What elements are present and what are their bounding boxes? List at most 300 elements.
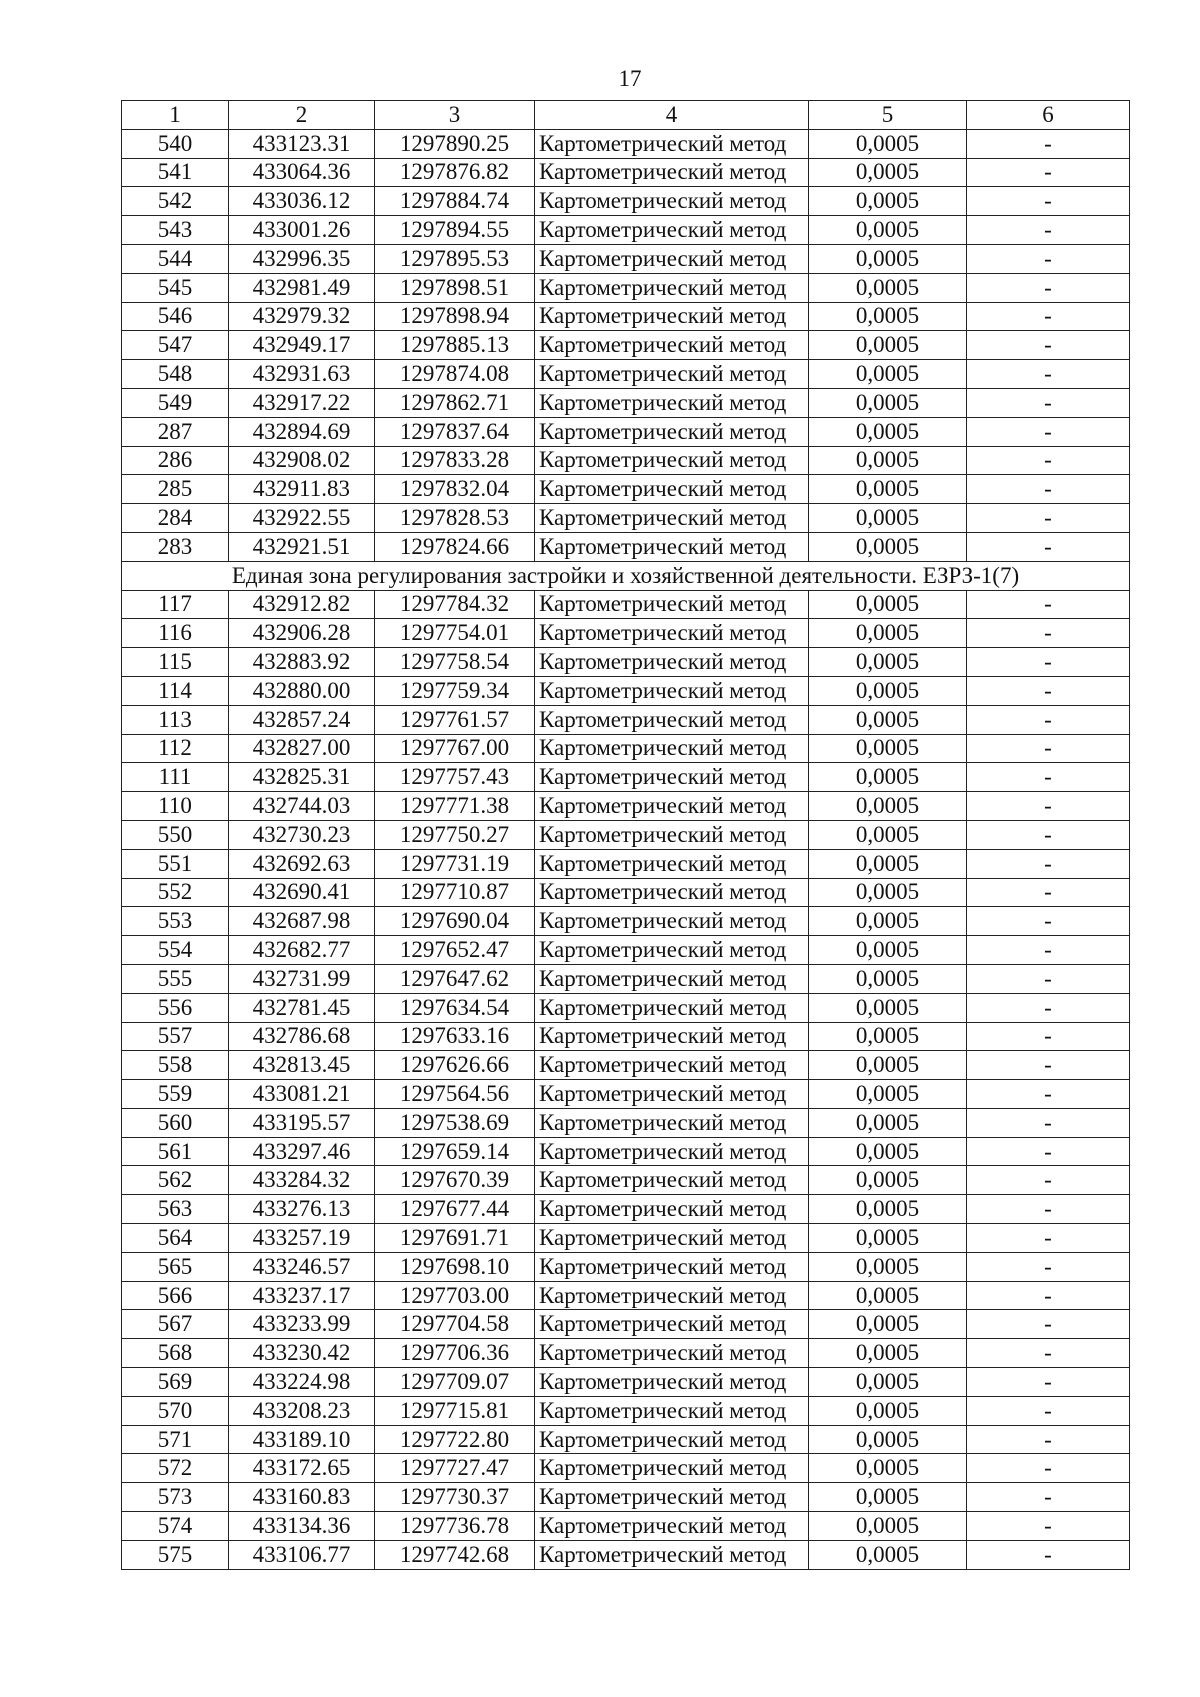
method-cell: Картометрический метод	[535, 475, 809, 504]
x-coordinate-cell: 432827.00	[229, 734, 375, 763]
y-coordinate-cell: 1297538.69	[375, 1108, 535, 1137]
table-row	[122, 734, 1130, 763]
point-number-cell: 553	[122, 907, 229, 936]
note-cell: -	[967, 1425, 1130, 1454]
method-cell: Картометрический метод	[535, 532, 809, 561]
method-cell: Картометрический метод	[535, 878, 809, 907]
x-coordinate-cell: 432906.28	[229, 619, 375, 648]
point-number-cell: 557	[122, 1022, 229, 1051]
method-cell: Картометрический метод	[535, 1166, 809, 1195]
method-cell: Картометрический метод	[535, 504, 809, 533]
method-cell: Картометрический метод	[535, 590, 809, 619]
method-cell: Картометрический метод	[535, 1425, 809, 1454]
method-cell: Картометрический метод	[535, 360, 809, 389]
x-coordinate-cell: 432730.23	[229, 820, 375, 849]
method-cell: Картометрический метод	[535, 936, 809, 965]
header-cell-4: 4	[535, 101, 809, 130]
y-coordinate-cell: 1297885.13	[375, 331, 535, 360]
point-number-cell: 284	[122, 504, 229, 533]
accuracy-cell: 0,0005	[809, 1540, 967, 1569]
point-number-cell: 283	[122, 532, 229, 561]
note-cell: -	[967, 1483, 1130, 1512]
x-coordinate-cell: 432786.68	[229, 1022, 375, 1051]
table-row	[122, 417, 1130, 446]
method-cell: Картометрический метод	[535, 705, 809, 734]
table-row	[122, 1454, 1130, 1483]
table-row	[122, 446, 1130, 475]
y-coordinate-cell: 1297832.04	[375, 475, 535, 504]
x-coordinate-cell: 432894.69	[229, 417, 375, 446]
point-number-cell: 117	[122, 590, 229, 619]
table-row	[122, 504, 1130, 533]
x-coordinate-cell: 432917.22	[229, 388, 375, 417]
method-cell: Картометрический метод	[535, 129, 809, 158]
y-coordinate-cell: 1297890.25	[375, 129, 535, 158]
y-coordinate-cell: 1297824.66	[375, 532, 535, 561]
method-cell: Картометрический метод	[535, 1224, 809, 1253]
x-coordinate-cell: 432912.82	[229, 590, 375, 619]
table-row	[122, 907, 1130, 936]
x-coordinate-cell: 433081.21	[229, 1080, 375, 1109]
note-cell: -	[967, 648, 1130, 677]
y-coordinate-cell: 1297709.07	[375, 1368, 535, 1397]
method-cell: Картометрический метод	[535, 849, 809, 878]
header-cell-5: 5	[809, 101, 967, 130]
accuracy-cell: 0,0005	[809, 1339, 967, 1368]
y-coordinate-cell: 1297652.47	[375, 936, 535, 965]
point-number-cell: 287	[122, 417, 229, 446]
note-cell: -	[967, 1080, 1130, 1109]
x-coordinate-cell: 432979.32	[229, 302, 375, 331]
accuracy-cell: 0,0005	[809, 590, 967, 619]
note-cell: -	[967, 1310, 1130, 1339]
point-number-cell: 544	[122, 244, 229, 273]
x-coordinate-cell: 432880.00	[229, 676, 375, 705]
method-cell: Картометрический метод	[535, 676, 809, 705]
accuracy-cell: 0,0005	[809, 619, 967, 648]
point-number-cell: 550	[122, 820, 229, 849]
accuracy-cell: 0,0005	[809, 1425, 967, 1454]
x-coordinate-cell: 432921.51	[229, 532, 375, 561]
accuracy-cell: 0,0005	[809, 1483, 967, 1512]
table-row	[122, 878, 1130, 907]
y-coordinate-cell: 1297758.54	[375, 648, 535, 677]
point-number-cell: 115	[122, 648, 229, 677]
method-cell: Картометрический метод	[535, 1454, 809, 1483]
y-coordinate-cell: 1297633.16	[375, 1022, 535, 1051]
y-coordinate-cell: 1297754.01	[375, 619, 535, 648]
table-row	[122, 273, 1130, 302]
y-coordinate-cell: 1297894.55	[375, 216, 535, 245]
method-cell: Картометрический метод	[535, 763, 809, 792]
method-cell: Картометрический метод	[535, 1195, 809, 1224]
point-number-cell: 561	[122, 1137, 229, 1166]
note-cell: -	[967, 331, 1130, 360]
x-coordinate-cell: 432981.49	[229, 273, 375, 302]
point-number-cell: 572	[122, 1454, 229, 1483]
note-cell: -	[967, 129, 1130, 158]
y-coordinate-cell: 1297750.27	[375, 820, 535, 849]
y-coordinate-cell: 1297690.04	[375, 907, 535, 936]
point-number-cell: 114	[122, 676, 229, 705]
y-coordinate-cell: 1297833.28	[375, 446, 535, 475]
accuracy-cell: 0,0005	[809, 129, 967, 158]
x-coordinate-cell: 433224.98	[229, 1368, 375, 1397]
table-row	[122, 475, 1130, 504]
table-row	[122, 1310, 1130, 1339]
table-row	[122, 216, 1130, 245]
y-coordinate-cell: 1297736.78	[375, 1512, 535, 1541]
x-coordinate-cell: 433233.99	[229, 1310, 375, 1339]
y-coordinate-cell: 1297898.94	[375, 302, 535, 331]
method-cell: Картометрический метод	[535, 1368, 809, 1397]
x-coordinate-cell: 433208.23	[229, 1396, 375, 1425]
header-cell-1: 1	[122, 101, 229, 130]
x-coordinate-cell: 433134.36	[229, 1512, 375, 1541]
method-cell: Картометрический метод	[535, 619, 809, 648]
point-number-cell: 571	[122, 1425, 229, 1454]
table-row	[122, 1051, 1130, 1080]
table-row	[122, 331, 1130, 360]
accuracy-cell: 0,0005	[809, 1396, 967, 1425]
point-number-cell: 564	[122, 1224, 229, 1253]
point-number-cell: 552	[122, 878, 229, 907]
y-coordinate-cell: 1297703.00	[375, 1281, 535, 1310]
note-cell: -	[967, 1166, 1130, 1195]
accuracy-cell: 0,0005	[809, 1108, 967, 1137]
table-row	[122, 619, 1130, 648]
point-number-cell: 547	[122, 331, 229, 360]
note-cell: -	[967, 1454, 1130, 1483]
y-coordinate-cell: 1297759.34	[375, 676, 535, 705]
y-coordinate-cell: 1297715.81	[375, 1396, 535, 1425]
method-cell: Картометрический метод	[535, 1483, 809, 1512]
accuracy-cell: 0,0005	[809, 1310, 967, 1339]
x-coordinate-cell: 433123.31	[229, 129, 375, 158]
accuracy-cell: 0,0005	[809, 360, 967, 389]
point-number-cell: 565	[122, 1252, 229, 1281]
accuracy-cell: 0,0005	[809, 1166, 967, 1195]
y-coordinate-cell: 1297722.80	[375, 1425, 535, 1454]
point-number-cell: 543	[122, 216, 229, 245]
x-coordinate-cell: 433036.12	[229, 187, 375, 216]
y-coordinate-cell: 1297771.38	[375, 792, 535, 821]
y-coordinate-cell: 1297884.74	[375, 187, 535, 216]
table-row	[122, 244, 1130, 273]
note-cell: -	[967, 302, 1130, 331]
point-number-cell: 574	[122, 1512, 229, 1541]
method-cell: Картометрический метод	[535, 417, 809, 446]
note-cell: -	[967, 705, 1130, 734]
y-coordinate-cell: 1297706.36	[375, 1339, 535, 1368]
x-coordinate-cell: 432857.24	[229, 705, 375, 734]
accuracy-cell: 0,0005	[809, 734, 967, 763]
point-number-cell: 555	[122, 964, 229, 993]
y-coordinate-cell: 1297837.64	[375, 417, 535, 446]
accuracy-cell: 0,0005	[809, 676, 967, 705]
method-cell: Картометрический метод	[535, 1310, 809, 1339]
table-row	[122, 1108, 1130, 1137]
accuracy-cell: 0,0005	[809, 849, 967, 878]
method-cell: Картометрический метод	[535, 331, 809, 360]
table-row	[122, 1396, 1130, 1425]
y-coordinate-cell: 1297710.87	[375, 878, 535, 907]
table-row	[122, 820, 1130, 849]
x-coordinate-cell: 433230.42	[229, 1339, 375, 1368]
note-cell: -	[967, 820, 1130, 849]
point-number-cell: 113	[122, 705, 229, 734]
note-cell: -	[967, 993, 1130, 1022]
y-coordinate-cell: 1297634.54	[375, 993, 535, 1022]
page-number: 17	[618, 66, 642, 91]
note-cell: -	[967, 1051, 1130, 1080]
accuracy-cell: 0,0005	[809, 878, 967, 907]
accuracy-cell: 0,0005	[809, 907, 967, 936]
point-number-cell: 286	[122, 446, 229, 475]
method-cell: Картометрический метод	[535, 1022, 809, 1051]
x-coordinate-cell: 432690.41	[229, 878, 375, 907]
y-coordinate-cell: 1297564.56	[375, 1080, 535, 1109]
note-cell: -	[967, 1512, 1130, 1541]
table-row	[122, 360, 1130, 389]
y-coordinate-cell: 1297828.53	[375, 504, 535, 533]
method-cell: Картометрический метод	[535, 1108, 809, 1137]
x-coordinate-cell: 432931.63	[229, 360, 375, 389]
method-cell: Картометрический метод	[535, 820, 809, 849]
table-row	[122, 763, 1130, 792]
table-row	[122, 1022, 1130, 1051]
y-coordinate-cell: 1297626.66	[375, 1051, 535, 1080]
x-coordinate-cell: 433284.32	[229, 1166, 375, 1195]
y-coordinate-cell: 1297659.14	[375, 1137, 535, 1166]
table-body	[122, 129, 1130, 1569]
method-cell: Картометрический метод	[535, 907, 809, 936]
note-cell: -	[967, 1281, 1130, 1310]
note-cell: -	[967, 360, 1130, 389]
note-cell: -	[967, 676, 1130, 705]
method-cell: Картометрический метод	[535, 1512, 809, 1541]
table-header	[122, 101, 1130, 130]
accuracy-cell: 0,0005	[809, 820, 967, 849]
y-coordinate-cell: 1297742.68	[375, 1540, 535, 1569]
accuracy-cell: 0,0005	[809, 417, 967, 446]
header-cell-3: 3	[375, 101, 535, 130]
method-cell: Картометрический метод	[535, 302, 809, 331]
table-row	[122, 849, 1130, 878]
x-coordinate-cell: 432813.45	[229, 1051, 375, 1080]
x-coordinate-cell: 433195.57	[229, 1108, 375, 1137]
x-coordinate-cell: 433189.10	[229, 1425, 375, 1454]
table-row	[122, 1137, 1130, 1166]
y-coordinate-cell: 1297698.10	[375, 1252, 535, 1281]
x-coordinate-cell: 432908.02	[229, 446, 375, 475]
note-cell: -	[967, 907, 1130, 936]
x-coordinate-cell: 433297.46	[229, 1137, 375, 1166]
note-cell: -	[967, 964, 1130, 993]
method-cell: Картометрический метод	[535, 1339, 809, 1368]
note-cell: -	[967, 1137, 1130, 1166]
point-number-cell: 566	[122, 1281, 229, 1310]
note-cell: -	[967, 1108, 1130, 1137]
method-cell: Картометрический метод	[535, 446, 809, 475]
note-cell: -	[967, 532, 1130, 561]
note-cell: -	[967, 936, 1130, 965]
table-row	[122, 1252, 1130, 1281]
note-cell: -	[967, 878, 1130, 907]
table-row	[122, 1425, 1130, 1454]
accuracy-cell: 0,0005	[809, 792, 967, 821]
table-row	[122, 792, 1130, 821]
point-number-cell: 568	[122, 1339, 229, 1368]
accuracy-cell: 0,0005	[809, 1512, 967, 1541]
point-number-cell: 556	[122, 993, 229, 1022]
x-coordinate-cell: 432744.03	[229, 792, 375, 821]
note-cell: -	[967, 446, 1130, 475]
x-coordinate-cell: 432825.31	[229, 763, 375, 792]
note-cell: -	[967, 734, 1130, 763]
x-coordinate-cell: 433001.26	[229, 216, 375, 245]
point-number-cell: 567	[122, 1310, 229, 1339]
y-coordinate-cell: 1297876.82	[375, 158, 535, 187]
table-row	[122, 1166, 1130, 1195]
accuracy-cell: 0,0005	[809, 1051, 967, 1080]
y-coordinate-cell: 1297898.51	[375, 273, 535, 302]
point-number-cell: 116	[122, 619, 229, 648]
header-row	[122, 101, 1130, 130]
note-cell: -	[967, 1339, 1130, 1368]
x-coordinate-cell: 433172.65	[229, 1454, 375, 1483]
x-coordinate-cell: 433237.17	[229, 1281, 375, 1310]
note-cell: -	[967, 158, 1130, 187]
method-cell: Картометрический метод	[535, 993, 809, 1022]
x-coordinate-cell: 432949.17	[229, 331, 375, 360]
accuracy-cell: 0,0005	[809, 302, 967, 331]
x-coordinate-cell: 432922.55	[229, 504, 375, 533]
accuracy-cell: 0,0005	[809, 504, 967, 533]
note-cell: -	[967, 273, 1130, 302]
method-cell: Картометрический метод	[535, 1396, 809, 1425]
method-cell: Картометрический метод	[535, 1080, 809, 1109]
y-coordinate-cell: 1297874.08	[375, 360, 535, 389]
x-coordinate-cell: 433246.57	[229, 1252, 375, 1281]
note-cell: -	[967, 216, 1130, 245]
method-cell: Картометрический метод	[535, 158, 809, 187]
coordinates-table	[121, 100, 1130, 1570]
point-number-cell: 560	[122, 1108, 229, 1137]
point-number-cell: 558	[122, 1051, 229, 1080]
method-cell: Картометрический метод	[535, 1252, 809, 1281]
method-cell: Картометрический метод	[535, 244, 809, 273]
x-coordinate-cell: 432781.45	[229, 993, 375, 1022]
accuracy-cell: 0,0005	[809, 187, 967, 216]
note-cell: -	[967, 417, 1130, 446]
accuracy-cell: 0,0005	[809, 273, 967, 302]
accuracy-cell: 0,0005	[809, 1137, 967, 1166]
x-coordinate-cell: 432911.83	[229, 475, 375, 504]
note-cell: -	[967, 1252, 1130, 1281]
table-row	[122, 302, 1130, 331]
table-row	[122, 187, 1130, 216]
accuracy-cell: 0,0005	[809, 1368, 967, 1397]
y-coordinate-cell: 1297895.53	[375, 244, 535, 273]
accuracy-cell: 0,0005	[809, 1224, 967, 1253]
note-cell: -	[967, 619, 1130, 648]
x-coordinate-cell: 433257.19	[229, 1224, 375, 1253]
point-number-cell: 562	[122, 1166, 229, 1195]
method-cell: Картометрический метод	[535, 273, 809, 302]
table-row	[122, 1224, 1130, 1253]
y-coordinate-cell: 1297784.32	[375, 590, 535, 619]
y-coordinate-cell: 1297862.71	[375, 388, 535, 417]
point-number-cell: 570	[122, 1396, 229, 1425]
note-cell: -	[967, 1540, 1130, 1569]
point-number-cell: 554	[122, 936, 229, 965]
x-coordinate-cell: 432692.63	[229, 849, 375, 878]
method-cell: Картометрический метод	[535, 648, 809, 677]
accuracy-cell: 0,0005	[809, 446, 967, 475]
section-row	[122, 561, 1130, 590]
note-cell: -	[967, 1022, 1130, 1051]
table-row	[122, 1281, 1130, 1310]
x-coordinate-cell: 432731.99	[229, 964, 375, 993]
accuracy-cell: 0,0005	[809, 936, 967, 965]
method-cell: Картометрический метод	[535, 964, 809, 993]
note-cell: -	[967, 763, 1130, 792]
table-row	[122, 532, 1130, 561]
point-number-cell: 563	[122, 1195, 229, 1224]
y-coordinate-cell: 1297704.58	[375, 1310, 535, 1339]
table-row	[122, 1483, 1130, 1512]
y-coordinate-cell: 1297730.37	[375, 1483, 535, 1512]
table-row	[122, 993, 1130, 1022]
accuracy-cell: 0,0005	[809, 475, 967, 504]
table-row	[122, 129, 1130, 158]
x-coordinate-cell: 432996.35	[229, 244, 375, 273]
point-number-cell: 542	[122, 187, 229, 216]
section-title: Единая зона регулирования застройки и хозяйственной деятельности. ЕЗРЗ-1(7)	[122, 561, 1130, 590]
table-row	[122, 1368, 1130, 1397]
note-cell: -	[967, 1195, 1130, 1224]
accuracy-cell: 0,0005	[809, 1454, 967, 1483]
method-cell: Картометрический метод	[535, 216, 809, 245]
x-coordinate-cell: 432883.92	[229, 648, 375, 677]
table-row	[122, 676, 1130, 705]
point-number-cell: 541	[122, 158, 229, 187]
y-coordinate-cell: 1297757.43	[375, 763, 535, 792]
point-number-cell: 575	[122, 1540, 229, 1569]
x-coordinate-cell: 432687.98	[229, 907, 375, 936]
table-row	[122, 936, 1130, 965]
accuracy-cell: 0,0005	[809, 763, 967, 792]
point-number-cell: 111	[122, 763, 229, 792]
table-row	[122, 1195, 1130, 1224]
method-cell: Картометрический метод	[535, 1051, 809, 1080]
accuracy-cell: 0,0005	[809, 1281, 967, 1310]
accuracy-cell: 0,0005	[809, 158, 967, 187]
note-cell: -	[967, 388, 1130, 417]
accuracy-cell: 0,0005	[809, 216, 967, 245]
note-cell: -	[967, 1224, 1130, 1253]
note-cell: -	[967, 1368, 1130, 1397]
point-number-cell: 112	[122, 734, 229, 763]
accuracy-cell: 0,0005	[809, 1252, 967, 1281]
point-number-cell: 559	[122, 1080, 229, 1109]
x-coordinate-cell: 433106.77	[229, 1540, 375, 1569]
method-cell: Картометрический метод	[535, 388, 809, 417]
accuracy-cell: 0,0005	[809, 993, 967, 1022]
table-row	[122, 648, 1130, 677]
accuracy-cell: 0,0005	[809, 244, 967, 273]
